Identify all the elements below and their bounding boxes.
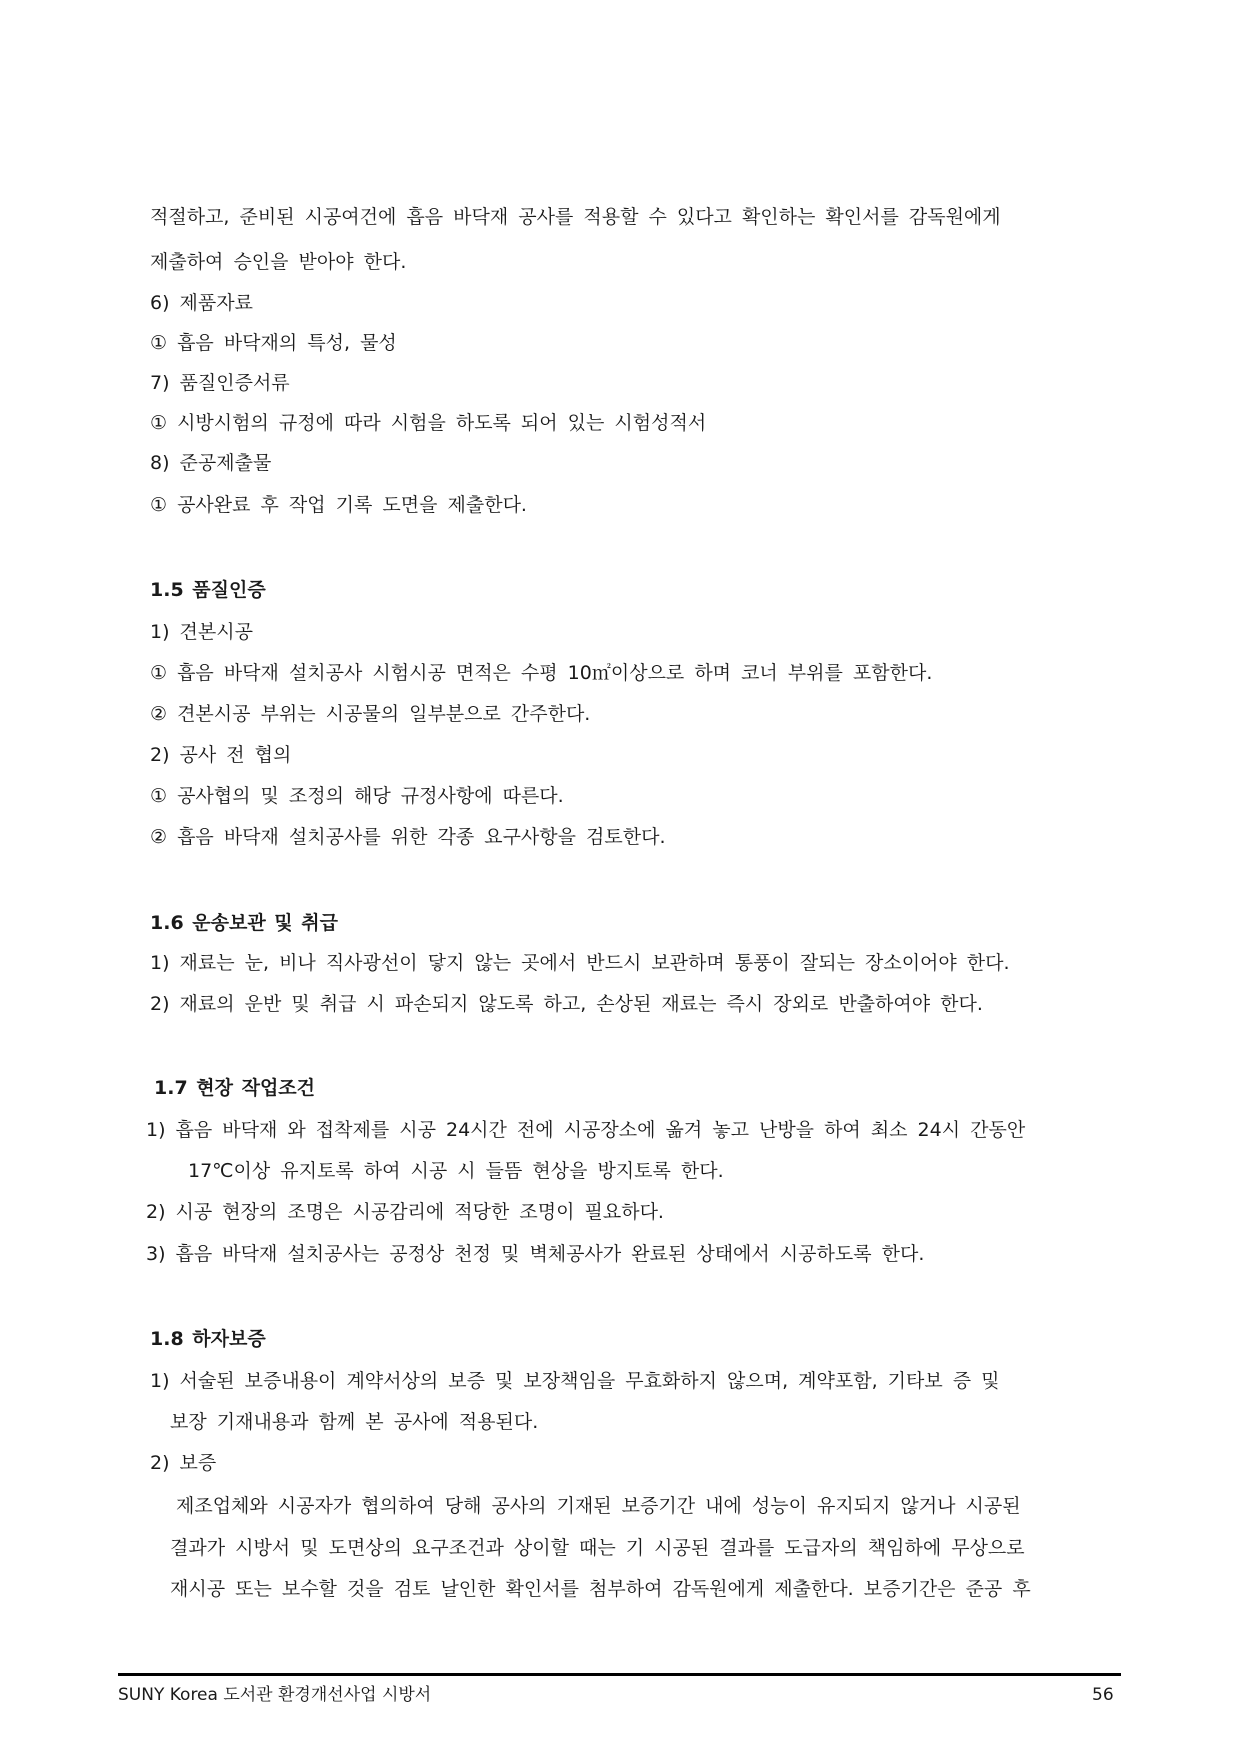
section-heading: 1.7 현장 작업조건: [154, 1077, 316, 1099]
paragraph-line: 재시공 또는 보수할 것을 검토 날인한 확인서를 첨부하여 감독원에게 제출한다. 보증기간은 준공 후: [170, 1578, 1031, 1600]
list-item: ① 시방시험의 규정에 따라 시험을 하도록 되어 있는 시험성적서: [150, 412, 707, 434]
footer-title: SUNY Korea 도서관 환경개선사업 시방서: [118, 1685, 432, 1705]
section-heading: 1.6 운송보관 및 취급: [150, 912, 338, 934]
paragraph-line: 제조업체와 시공자가 협의하여 당해 공사의 기재된 보증기간 내에 성능이 유지되지 않거나 시공된: [176, 1495, 1021, 1517]
section-heading: 1.8 하자보증: [150, 1328, 266, 1350]
list-item: 2) 시공 현장의 조명은 시공감리에 적당한 조명이 필요하다.: [146, 1201, 664, 1223]
page-number: 56: [1092, 1685, 1114, 1705]
list-item: 2) 재료의 운반 및 취급 시 파손되지 않도록 하고, 손상된 재료는 즉시 장외로 반출하여야 한다.: [150, 993, 983, 1015]
list-item: ① 공사협의 및 조정의 해당 규정사항에 따른다.: [150, 785, 564, 807]
list-item: ② 흡음 바닥재 설치공사를 위한 각종 요구사항을 검토한다.: [150, 826, 666, 848]
item-heading: 8) 준공제출물: [150, 452, 272, 474]
list-item-continuation: 보장 기재내용과 함께 본 공사에 적용된다.: [170, 1411, 539, 1433]
list-item: 1) 흡음 바닥재 와 접착제를 시공 24시간 전에 시공장소에 옮겨 놓고 난방을 하여 최소 24시 간동안: [146, 1119, 1026, 1141]
paragraph-line: 적절하고, 준비된 시공여건에 흡음 바닥재 공사를 적용할 수 있다고 확인하는 확인서를 감독원에게: [150, 206, 1001, 228]
paragraph-line: 제출하여 승인을 받아야 한다.: [150, 251, 407, 273]
list-item: ① 공사완료 후 작업 기록 도면을 제출한다.: [150, 494, 527, 516]
item-heading: 1) 견본시공: [150, 621, 253, 643]
list-item: 3) 흡음 바닥재 설치공사는 공정상 천정 및 벽체공사가 완료된 상태에서 시공하도록 한다.: [146, 1243, 925, 1265]
list-item: 1) 재료는 눈, 비나 직사광선이 닿지 않는 곳에서 반드시 보관하며 통풍이 잘되는 장소이어야 한다.: [150, 952, 1010, 974]
item-heading: 7) 품질인증서류: [150, 372, 290, 394]
paragraph-line: 결과가 시방서 및 도면상의 요구조건과 상이할 때는 기 시공된 결과를 도급자의 책임하에 무상으로: [170, 1537, 1025, 1559]
item-heading: 6) 제품자료: [150, 292, 253, 314]
list-item: 1) 서술된 보증내용이 계약서상의 보증 및 보장책임을 무효화하지 않으며, 계약포함, 기타보 증 및: [150, 1370, 1000, 1392]
footer-divider: [118, 1673, 1121, 1676]
list-item: ① 흡음 바닥재의 특성, 물성: [150, 332, 397, 354]
item-heading: 2) 보증: [150, 1452, 217, 1474]
section-heading: 1.5 품질인증: [150, 579, 266, 601]
list-item: ② 견본시공 부위는 시공물의 일부분으로 간주한다.: [150, 703, 591, 725]
list-item: ① 흡음 바닥재 설치공사 시험시공 면적은 수평 10㎡이상으로 하며 코너 부위를 포함한다.: [150, 662, 933, 684]
item-heading: 2) 공사 전 협의: [150, 744, 292, 766]
list-item-continuation: 17℃이상 유지토록 하여 시공 시 들뜸 현상을 방지토록 한다.: [188, 1160, 724, 1182]
